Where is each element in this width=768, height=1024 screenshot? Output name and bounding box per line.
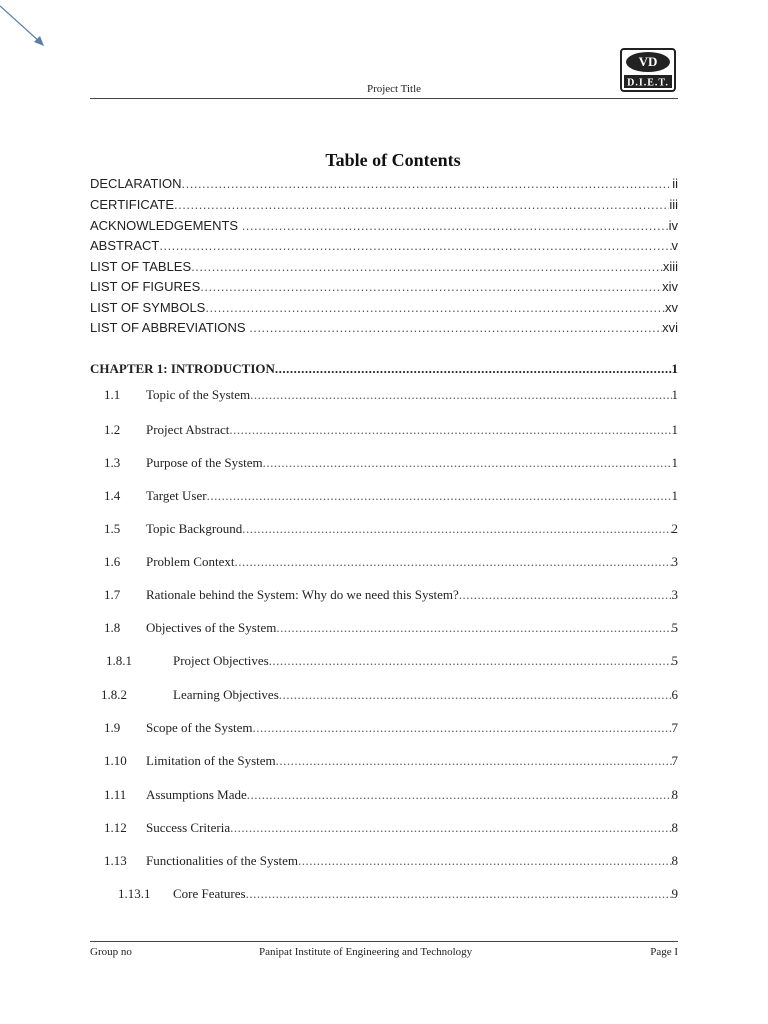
toc-entry-section[interactable] — [90, 387, 678, 403]
toc-entry-number: 1.13 — [104, 853, 127, 868]
leader-dots — [279, 687, 672, 703]
toc-entry-list-of-symbols[interactable] — [90, 300, 678, 315]
toc-entry-page: v — [671, 238, 678, 253]
toc-entry-section[interactable] — [90, 787, 678, 803]
toc-entry-page: xiii — [662, 259, 678, 274]
toc-entry-title: LIST OF TABLES — [90, 259, 192, 274]
leader-dots — [253, 720, 672, 736]
leader-dots — [191, 259, 663, 274]
leader-dots — [247, 787, 672, 803]
toc-entry-page: 5 — [671, 620, 678, 635]
toc-entry-page: 8 — [671, 787, 678, 802]
toc-entry-title: LIST OF FIGURES — [90, 279, 201, 294]
toc-entry-list-of-abbreviations[interactable] — [90, 320, 678, 335]
toc-entry-certificate[interactable] — [90, 197, 678, 212]
toc-entry-number: 1.5 — [104, 521, 121, 536]
leader-dots — [275, 361, 672, 377]
toc-entry-page: iv — [668, 218, 678, 233]
leader-dots — [229, 422, 671, 438]
toc-entry-number: 1.1 — [104, 387, 121, 402]
footer-group-no: Group no — [90, 946, 132, 958]
toc-entry-number: 1.2 — [104, 422, 121, 437]
toc-entry-section[interactable] — [90, 820, 678, 836]
toc-entry-title: ABSTRACT — [90, 238, 160, 253]
toc-entry-page: 2 — [671, 521, 678, 536]
toc-entry-number: 1.12 — [104, 820, 127, 835]
toc-entry-section[interactable] — [90, 554, 678, 570]
logo-mark: VD — [638, 54, 658, 69]
leader-dots — [205, 300, 665, 315]
toc-entry-page: xv — [665, 300, 678, 315]
toc-entry-chapter-1[interactable] — [90, 361, 678, 377]
leader-dots — [200, 279, 662, 294]
toc-heading: Table of Contents — [325, 150, 461, 170]
toc-entry-title: Target User — [146, 488, 207, 503]
toc-entry-title: Assumptions Made — [146, 787, 247, 802]
toc-entry-page: 8 — [671, 853, 678, 868]
college-logo-icon — [620, 48, 676, 92]
toc-entry-title: LIST OF ABBREVIATIONS — [90, 320, 250, 335]
toc-entry-section[interactable] — [90, 753, 678, 769]
leader-dots — [276, 753, 672, 769]
leader-dots — [298, 853, 671, 869]
leader-dots — [207, 488, 672, 504]
toc-entry-title: Success Criteria — [146, 820, 231, 835]
header-title: Project Title — [366, 83, 422, 95]
corner-arrow-icon — [0, 0, 60, 60]
toc-entry-subsection[interactable] — [90, 687, 678, 703]
toc-entry-page: 9 — [671, 886, 678, 901]
toc-entry-page: 3 — [671, 554, 678, 569]
toc-entry-title: Scope of the System — [146, 720, 253, 735]
header-rule — [90, 98, 678, 99]
leader-dots — [250, 387, 671, 403]
leader-dots — [263, 455, 672, 471]
toc-entry-number: 1.9 — [104, 720, 121, 735]
toc-entry-abstract[interactable] — [90, 238, 678, 253]
leader-dots — [269, 653, 672, 669]
leader-dots — [159, 238, 671, 253]
toc-entry-title: Limitation of the System — [146, 753, 276, 768]
toc-entry-number: 1.4 — [104, 488, 121, 503]
toc-entry-title: Functionalities of the System — [146, 853, 299, 868]
toc-entry-page: 5 — [671, 653, 678, 668]
toc-entry-number: 1.11 — [104, 787, 127, 802]
leader-dots — [276, 620, 671, 636]
toc-entry-page: iii — [669, 197, 678, 212]
toc-entry-title: ACKNOWLEDGEMENTS — [90, 218, 242, 233]
leader-dots — [182, 176, 673, 191]
toc-entry-section[interactable] — [90, 521, 678, 537]
toc-entry-section[interactable] — [90, 620, 678, 636]
toc-entry-title: Purpose of the System — [146, 455, 263, 470]
toc-entry-section[interactable] — [90, 488, 678, 504]
toc-entry-section[interactable] — [90, 853, 678, 869]
toc-entry-section[interactable] — [90, 587, 678, 603]
leader-dots — [246, 886, 672, 902]
toc-entry-title: Objectives of the System — [146, 620, 277, 635]
toc-entry-subsection[interactable] — [90, 653, 678, 669]
toc-entry-number: 1.8.2 — [101, 687, 127, 702]
toc-entry-acknowledgements[interactable] — [90, 218, 678, 233]
toc-entry-section[interactable] — [90, 455, 678, 471]
toc-entry-title: Project Objectives — [173, 653, 269, 668]
toc-entry-page: 8 — [671, 820, 678, 835]
toc-entry-title: Rationale behind the System: Why do we need this System? — [146, 587, 459, 602]
toc-entry-page: 7 — [671, 720, 678, 735]
toc-entry-number: 1.10 — [104, 753, 127, 768]
toc-entry-title: CHAPTER 1: INTRODUCTION — [90, 361, 275, 376]
toc-entry-section[interactable] — [90, 422, 678, 438]
toc-entry-list-of-figures[interactable] — [90, 279, 678, 294]
toc-entry-list-of-tables[interactable] — [90, 259, 678, 274]
toc-entry-page: 1 — [671, 387, 678, 402]
toc-entry-declaration[interactable] — [90, 176, 678, 191]
toc-entry-title: Core Features — [173, 886, 246, 901]
toc-entry-number: 1.3 — [104, 455, 121, 470]
toc-entry-title: Topic of the System — [146, 387, 251, 402]
toc-entry-page: 1 — [671, 455, 678, 470]
toc-entry-page: 1 — [671, 361, 678, 376]
footer-page-number: Page I — [650, 946, 678, 958]
toc-entry-page: 1 — [671, 422, 678, 437]
leader-dots — [459, 587, 672, 603]
toc-entry-number: 1.8 — [104, 620, 121, 635]
leader-dots — [249, 320, 662, 335]
toc-entry-number: 1.7 — [104, 587, 121, 602]
toc-entry-title: Problem Context — [146, 554, 235, 569]
leader-dots — [230, 820, 671, 836]
toc-entry-page: 3 — [671, 587, 678, 602]
toc-entry-section[interactable] — [90, 720, 678, 736]
footer-rule — [90, 941, 678, 942]
toc-entry-page: 7 — [671, 753, 678, 768]
toc-entry-number: 1.8.1 — [106, 653, 132, 668]
toc-entry-title: CERTIFICATE — [90, 197, 175, 212]
logo-text: D.I.E.T. — [627, 77, 669, 89]
toc-entry-title: Topic Background — [146, 521, 243, 536]
toc-entry-page: 1 — [671, 488, 678, 503]
toc-entry-title: Learning Objectives — [173, 687, 279, 702]
toc-entry-page: xvi — [662, 320, 678, 335]
toc-entry-title: Project Abstract — [146, 422, 230, 437]
toc-entry-page: 6 — [671, 687, 678, 702]
toc-entry-subsection[interactable] — [90, 886, 678, 902]
leader-dots — [234, 554, 671, 570]
toc-entry-title: LIST OF SYMBOLS — [90, 300, 206, 315]
leader-dots — [174, 197, 669, 212]
toc-entry-number: 1.6 — [104, 554, 121, 569]
toc-entry-title: DECLARATION — [90, 176, 182, 191]
toc-entry-number: 1.13.1 — [118, 886, 151, 901]
footer-institute-name: Panipat Institute of Engineering and Technology — [259, 946, 473, 958]
leader-dots — [242, 218, 669, 233]
toc-entry-page: ii — [672, 176, 678, 191]
leader-dots — [242, 521, 671, 537]
toc-entry-page: xiv — [662, 279, 678, 294]
